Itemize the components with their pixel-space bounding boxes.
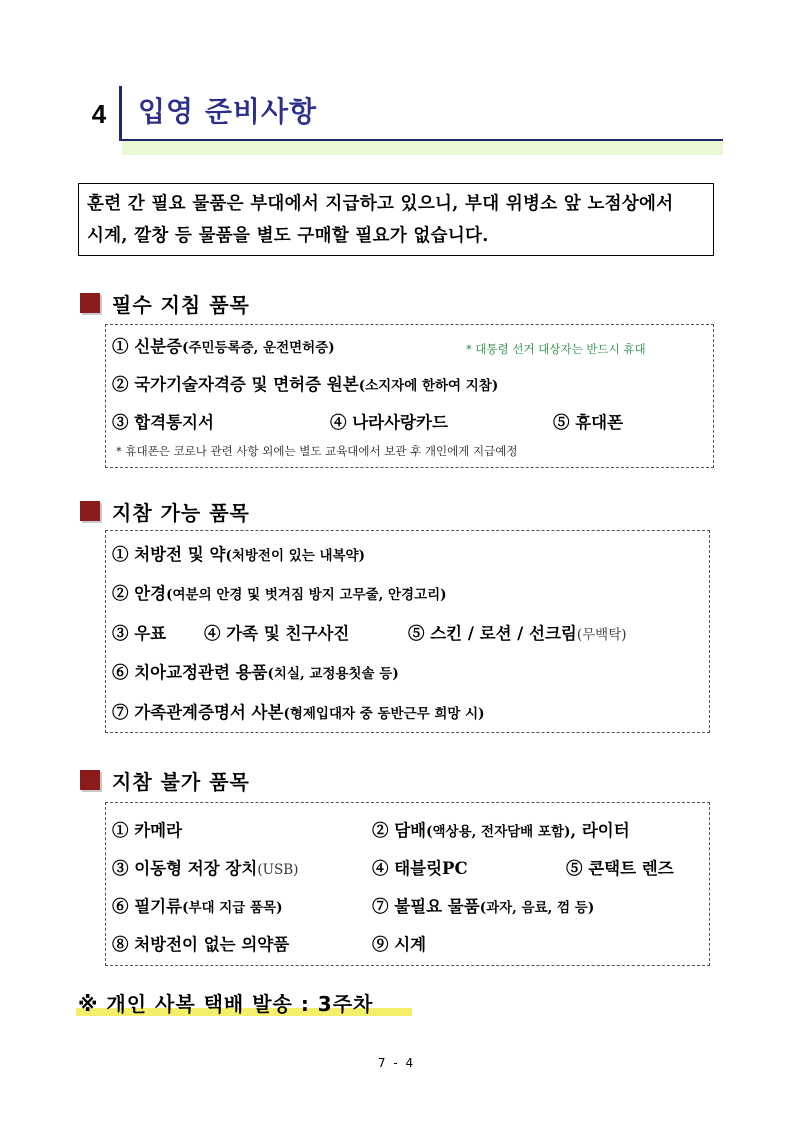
item-detail: (부대 지급 품목)	[182, 900, 283, 916]
list-item: ① 카메라	[112, 821, 183, 840]
phone-note: * 휴대폰은 코로나 관련 사항 외에는 별도 교육대에서 보관 후 개인에게 지급예정	[116, 444, 518, 458]
section-divider	[119, 86, 122, 140]
item-label: ⑥ 필기류	[112, 897, 183, 916]
election-note: * 대통령 선거 대상자는 반드시 휴대	[466, 342, 646, 356]
bullet-square-icon	[80, 501, 100, 521]
notice-line-2: 시계, 깔창 등 물품을 별도 구매할 필요가 없습니다.	[87, 226, 489, 246]
section-highlight	[122, 141, 723, 155]
allowed-list	[105, 530, 710, 733]
list-item	[112, 893, 282, 917]
required-heading-text: 필수 지침 품목	[112, 292, 250, 317]
item-detail: (처방전이 있는 내복약)	[225, 548, 365, 564]
forbidden-list	[105, 802, 710, 966]
list-item: ④ 나라사랑카드	[330, 413, 448, 432]
item-label: ⑥ 치아교정관련 용품	[112, 663, 268, 682]
list-item: ④ 가족 및 친구사진	[204, 624, 350, 643]
item-label: ⑦ 가족관계증명서 사본	[112, 703, 284, 722]
item-label: ⑤ 스킨 / 로션 / 선크림	[408, 624, 577, 643]
list-item: ⑤ 휴대폰	[553, 413, 624, 432]
forbidden-heading-text: 지참 불가 품목	[112, 769, 250, 794]
required-heading	[80, 288, 250, 318]
required-list	[105, 324, 714, 468]
item-label: ② 담배	[372, 821, 427, 840]
notice-box	[78, 183, 714, 256]
item-detail: (과자, 음료, 껌 등)	[479, 900, 595, 916]
list-item	[112, 333, 335, 357]
list-item: ⑤ 콘택트 렌즈	[566, 859, 674, 878]
list-item	[112, 699, 485, 723]
item-detail: (무백탁)	[576, 627, 627, 643]
notice-line-1: 훈련 간 필요 물품은 부대에서 지급하고 있으니, 부대 위병소 앞 노점상에서	[87, 194, 674, 214]
item-detail: (형제입대자 중 동반근무 희망 시)	[283, 706, 485, 722]
item-tail: , 라이터	[570, 821, 630, 840]
item-label: ② 안경	[112, 584, 167, 603]
allowed-heading-text: 지참 가능 품목	[112, 500, 250, 525]
item-label: ⑦ 불필요 물품	[372, 897, 480, 916]
item-detail: (치실, 교정용칫솔 등)	[267, 666, 399, 682]
forbidden-heading	[80, 765, 250, 795]
item-detail: (액상용, 전자담배 포함)	[426, 824, 571, 840]
item-detail: (소지자에 한하여 지참)	[358, 378, 499, 394]
send-title: ※ 개인 사복 택배 발송 : 3주차	[78, 992, 374, 1016]
list-item	[112, 580, 447, 604]
list-item	[112, 371, 498, 395]
list-item: ⑨ 시계	[372, 935, 427, 954]
section-title: 입영 준비사항	[138, 95, 318, 128]
list-item	[112, 541, 365, 565]
bullet-square-icon	[80, 293, 100, 313]
item-label: ① 신분증	[112, 337, 183, 356]
page-number: 7 - 4	[377, 1056, 416, 1070]
section-number: 4	[91, 98, 107, 129]
item-detail: (주민등록증, 운전면허증)	[182, 340, 335, 356]
item-detail: (여분의 안경 및 벗겨짐 방지 고무줄, 안경고리)	[166, 587, 447, 603]
bullet-square-icon	[80, 770, 100, 790]
item-detail: (USB)	[257, 862, 299, 878]
list-item	[372, 817, 630, 841]
item-label: ② 국가기술자격증 및 면허증 원본	[112, 375, 359, 394]
list-item	[112, 659, 399, 683]
item-label: ① 처방전 및 약	[112, 545, 226, 564]
list-item: ⑧ 처방전이 없는 의약품	[112, 935, 290, 954]
list-item	[112, 855, 298, 879]
item-label: ③ 이동형 저장 장치	[112, 859, 258, 878]
list-item: ④ 태블릿PC	[372, 859, 468, 878]
list-item	[372, 893, 594, 917]
allowed-heading	[80, 496, 250, 526]
list-item	[408, 620, 627, 644]
list-item: ③ 우표	[112, 624, 167, 643]
list-item: ③ 합격통지서	[112, 413, 214, 432]
